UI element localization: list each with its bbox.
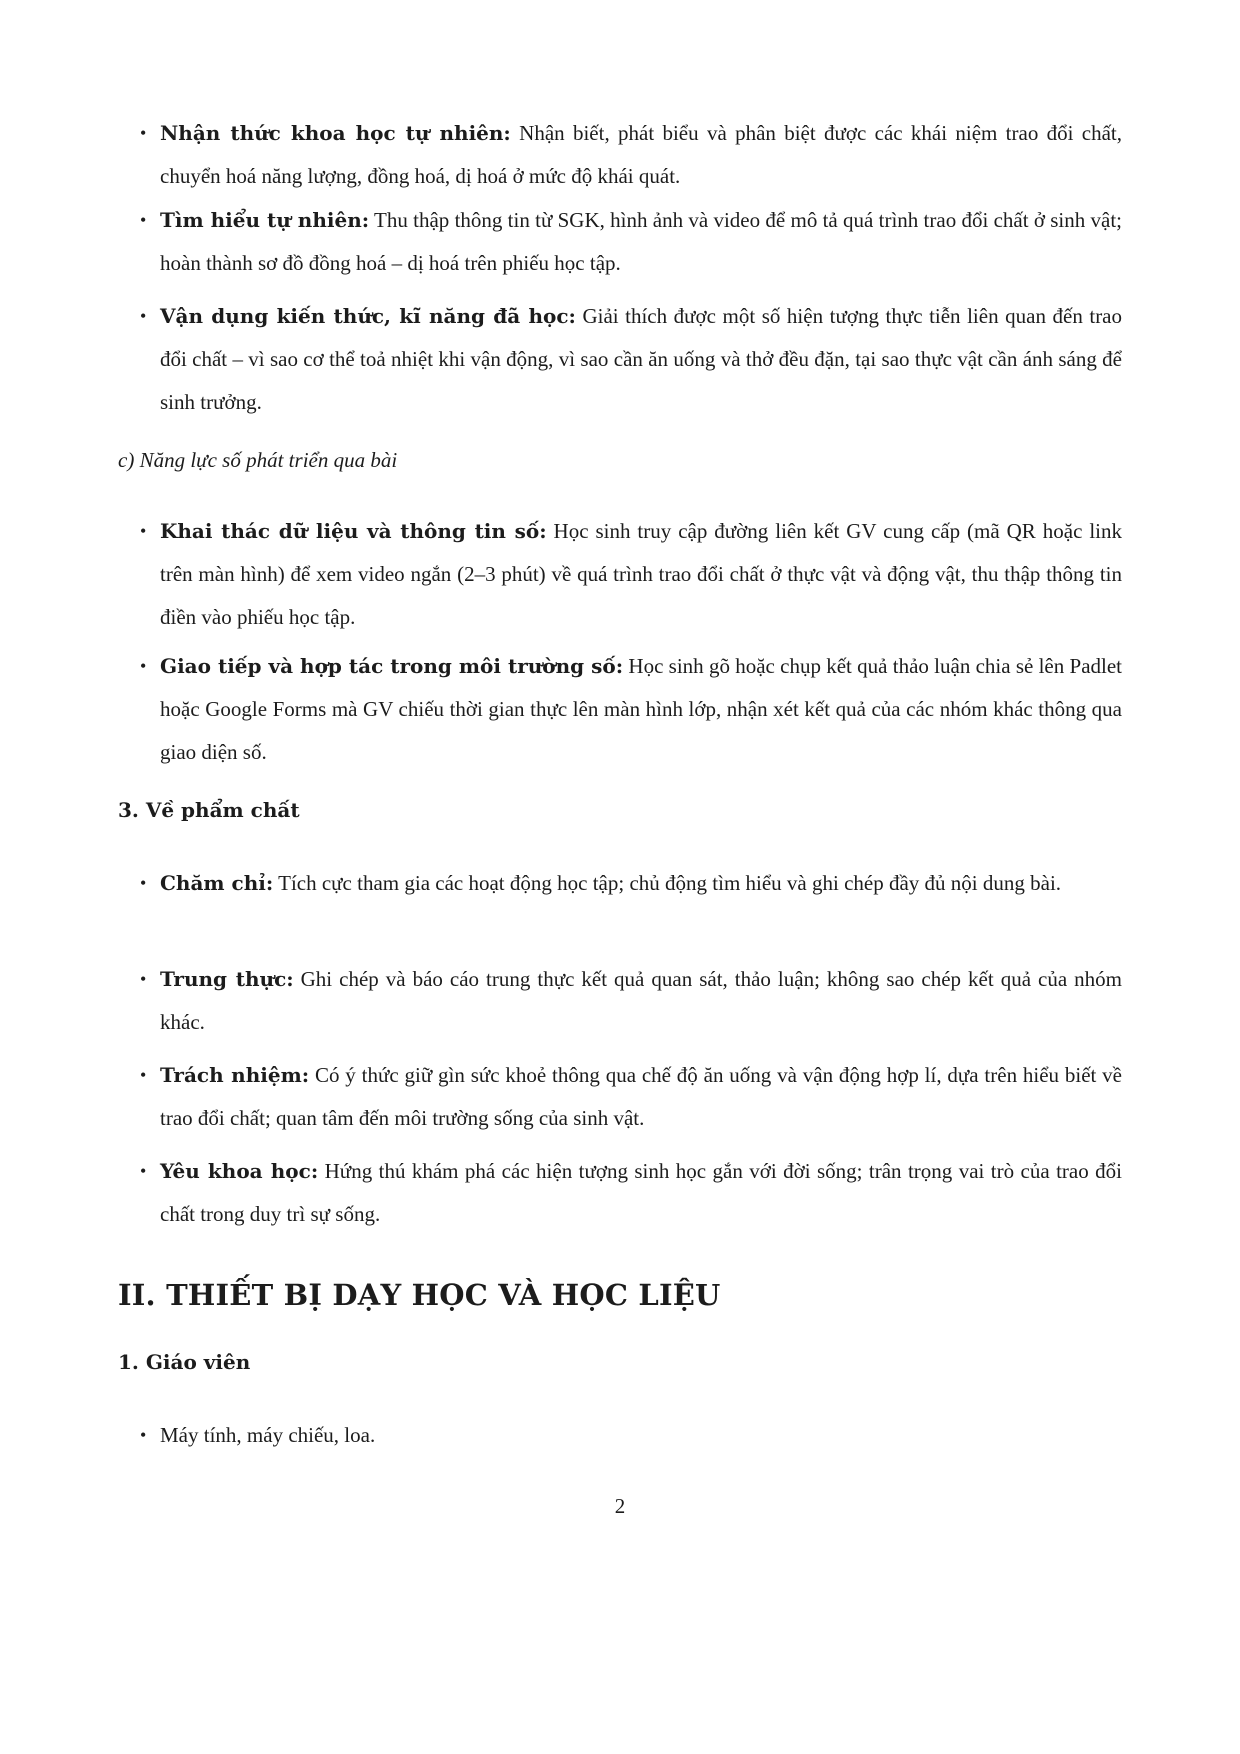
bullet-icon: • [140,123,147,143]
bullet-icon: • [140,1065,147,1085]
item-text: Máy tính, máy chiếu, loa. [160,1423,376,1447]
bullet-icon: • [140,210,147,230]
list-item [140,862,1122,905]
list-item [140,112,1123,198]
section-title: II. THIẾT BỊ DẠY HỌC VÀ HỌC LIỆU [118,1278,721,1312]
item-text: Tích cực tham gia các hoạt động học tập; chủ động tìm hiểu và ghi chép đầy đủ nội dung bài. [278,871,1062,895]
bullet-icon: • [140,1425,147,1445]
list-item [140,510,1122,639]
list-item [140,199,1123,285]
list-item [140,645,1123,774]
page-number: 2 [614,1494,626,1518]
item-text: Ghi chép và báo cáo trung thực kết quả quan sát, thảo luận; không sao chép kết quả của nhóm khác. [160,967,1122,1034]
item-label: Giao tiếp và hợp tác trong môi trường số: [160,654,624,678]
bullet-icon: • [140,1161,147,1181]
item-label: Khai thác dữ liệu và thông tin số: [160,519,547,543]
item-text: Học sinh truy cập đường liên kết GV cung cấp (mã QR hoặc link trên màn hình) để xem video ngắn (2–3 phút) về quá trình trao đổi chất ở thực vật và động vật, thu thập thông tin điền vào phiếu học tập. [160,519,1122,629]
list-item [140,1150,1123,1236]
item-label: Trách nhiệm: [160,1063,310,1087]
item-label: Vận dụng kiến thức, kĩ năng đã học: [160,304,576,328]
list-item [140,1054,1123,1140]
item-label: Nhận thức khoa học tự nhiên: [160,121,511,145]
item-text: Giải thích được một số hiện tượng thực tiễn liên quan đến trao đổi chất – vì sao cơ thể toả nhiệt khi vận động, vì sao cần ăn uống và thở đều đặn, tại sao thực vật cần ánh sáng để sinh trưởng. [160,304,1123,414]
bullet-icon: • [140,521,147,541]
item-text: Có ý thức giữ gìn sức khoẻ thông qua chế độ ăn uống và vận động hợp lí, dựa trên hiểu biết về trao đổi chất; quan tâm đến môi trường sống của sinh vật. [160,1063,1123,1130]
section-heading: 3. Về phẩm chất [118,798,300,822]
item-label: Trung thực: [160,967,294,991]
bullet-icon: • [140,873,147,893]
item-text: Học sinh gõ hoặc chụp kết quả thảo luận chia sẻ lên Padlet hoặc Google Forms mà GV chiếu thời gian thực lên màn hình lớp, nhận xét kết quả của các nhóm khác thông qua giao diện số. [160,654,1123,764]
list-item [140,295,1123,424]
list-item [140,958,1122,1044]
bullet-icon: • [140,656,147,676]
section-heading: 1. Giáo viên [118,1350,251,1374]
item-label: Tìm hiểu tự nhiên: [160,208,370,232]
subsection-heading: c) Năng lực số phát triển qua bài [118,448,398,472]
bullet-icon: • [140,306,147,326]
item-label: Yêu khoa học: [160,1159,319,1183]
item-text: Hứng thú khám phá các hiện tượng sinh học gắn với đời sống; trân trọng vai trò của trao đổi chất trong duy trì sự sống. [160,1159,1123,1226]
list-item [140,1414,1122,1457]
item-text: Thu thập thông tin từ SGK, hình ảnh và video để mô tả quá trình trao đổi chất ở sinh vật; hoàn thành sơ đồ đồng hoá – dị hoá trên phiếu học tập. [160,208,1123,275]
item-label: Chăm chỉ: [160,871,274,895]
bullet-icon: • [140,969,147,989]
item-text: Nhận biết, phát biểu và phân biệt được các khái niệm trao đổi chất, chuyển hoá năng lượng, đồng hoá, dị hoá ở mức độ khái quát. [160,121,1123,188]
